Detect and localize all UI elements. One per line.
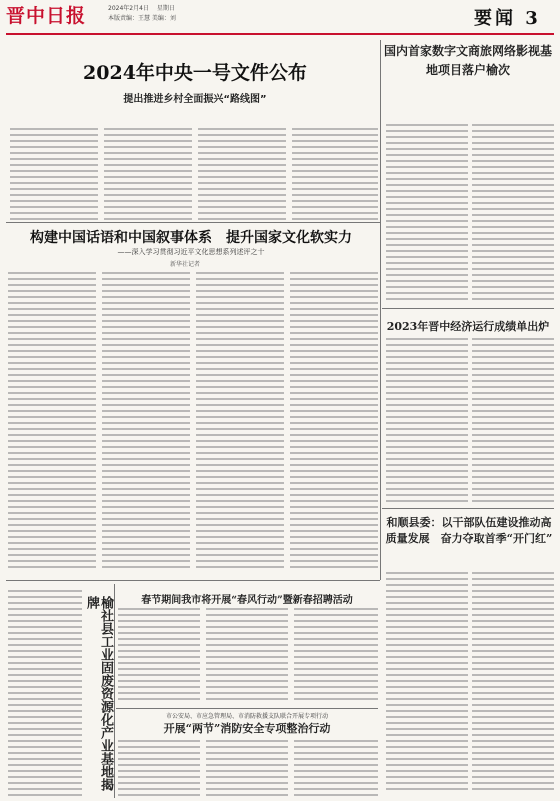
article-text: [294, 608, 378, 704]
article-text: [292, 128, 378, 220]
culture-headline: 构建中国话语和中国叙事体系 提升国家文化软实力: [30, 230, 352, 246]
column-divider: [380, 40, 381, 580]
article-text: [8, 590, 82, 796]
divider: [382, 308, 554, 309]
column-divider: [114, 584, 115, 798]
yushe-headline: 榆社县工业固废资源化产业基地揭牌: [84, 596, 113, 791]
article-text: [290, 272, 378, 570]
lead-subhead: 提出推进乡村全面振兴“路线图”: [123, 94, 267, 105]
divider: [6, 222, 380, 223]
masthead-rule: [6, 33, 554, 35]
masthead: [0, 0, 560, 34]
article-text: [198, 128, 286, 220]
heshun-headline: 和顺县委：以干部队伍建设推动高质量发展 奋力夺取首季“开门红”: [385, 516, 553, 545]
article-text: [102, 272, 190, 570]
culture-subhead: ——深入学习贯彻习近平文化思想系列述评之十: [117, 248, 265, 256]
article-text: [8, 272, 96, 570]
editor-credit: 本版责编：王慧 美编：刘: [108, 15, 176, 22]
spring-headline: 春节期间我市将开展“春风行动”暨新春招聘活动: [141, 595, 353, 606]
newspaper-logo: 晋中日报: [6, 5, 87, 27]
article-text: [104, 128, 192, 220]
issue-date: 2024年2月4日: [108, 5, 149, 12]
article-text: [196, 272, 284, 570]
lead-headline: 2024年中央一号文件公布: [83, 62, 307, 84]
article-text: [10, 128, 98, 220]
article-text: [472, 572, 554, 794]
article-text: [206, 740, 288, 796]
safety-headline: 开展“两节”消防安全专项整治行动: [163, 722, 331, 735]
masthead-meta: [108, 4, 182, 24]
article-text: [472, 338, 554, 502]
divider: [382, 508, 554, 509]
article-text: [472, 124, 554, 302]
article-text: [386, 338, 468, 502]
article-text: [118, 608, 200, 704]
tourism-headline: 国内首家数字文商旅网络影视基地项目落户榆次: [383, 44, 552, 77]
issue-weekday: 星期日: [156, 5, 175, 12]
safety-kicker: 市公安局、市应急管理局、市消防救援支队联合开展专项行动: [165, 713, 328, 720]
article-text: [386, 124, 468, 302]
article-text: [294, 740, 378, 796]
economy-headline: 2023年晋中经济运行成绩单出炉: [386, 320, 550, 333]
culture-byline: 新华社记者: [170, 261, 201, 268]
article-text: [386, 572, 468, 794]
divider: [116, 708, 378, 709]
article-text: [118, 740, 200, 796]
divider: [6, 580, 380, 581]
article-text: [206, 608, 288, 704]
section-title: 要闻 3: [474, 8, 541, 29]
